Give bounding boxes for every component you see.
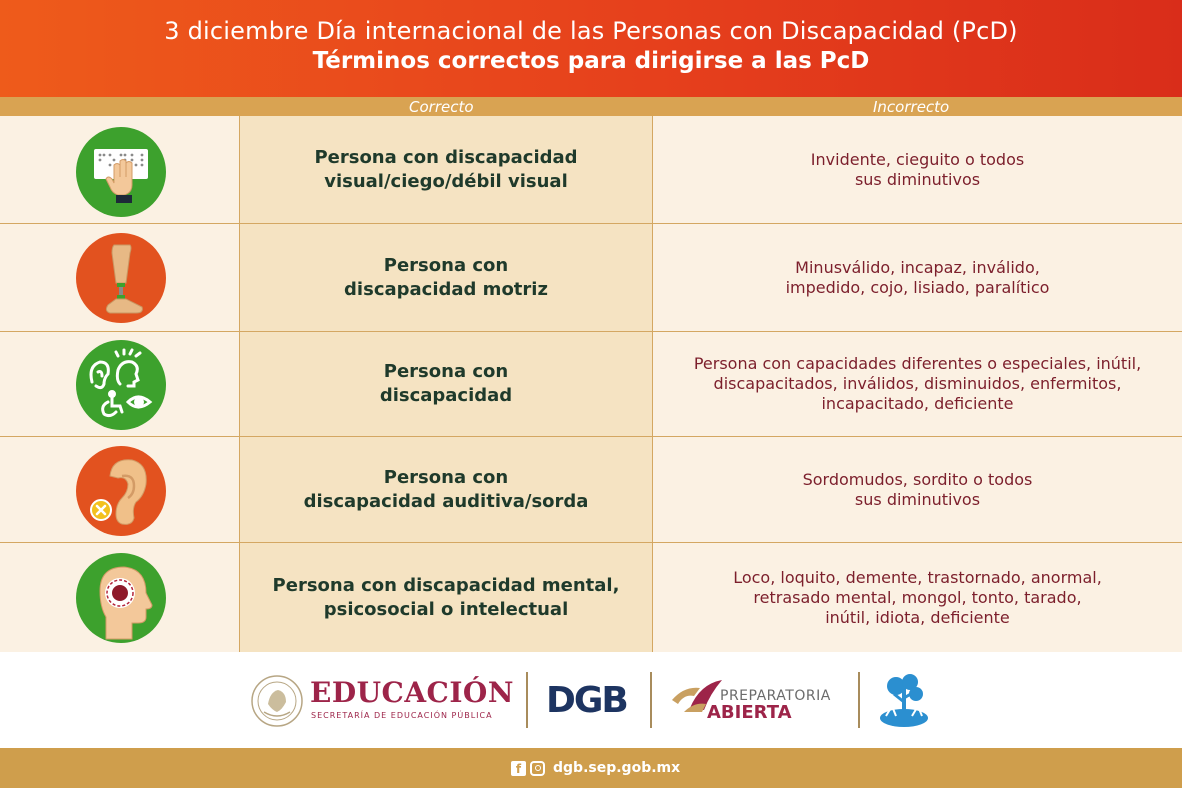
incorrect-term-line: sus diminutivos xyxy=(854,169,981,189)
row-icon-cell xyxy=(0,437,240,542)
header-banner xyxy=(0,0,1182,97)
logo-divider xyxy=(526,672,528,728)
correct-term xyxy=(240,116,653,223)
table-row xyxy=(0,332,1182,437)
incorrect-terms xyxy=(653,116,1182,223)
incorrect-term-line: Sordomudos, sordito o todos xyxy=(802,469,1033,489)
column-header-correct: Correcto xyxy=(409,98,474,116)
correct-term-line: Persona con discapacidad mental, xyxy=(272,574,620,596)
incorrect-terms xyxy=(653,224,1182,331)
incorrect-term-line: Persona con capacidades diferentes o especiales, inútil, xyxy=(693,354,1142,373)
prosthetic-leg-icon xyxy=(76,233,166,323)
correct-term-line: discapacidad motriz xyxy=(344,278,548,300)
social-links xyxy=(511,760,680,776)
incorrect-term-line: sus diminutivos xyxy=(854,489,981,509)
row-icon-cell xyxy=(0,116,240,223)
row-icon-cell xyxy=(0,224,240,331)
correct-term xyxy=(240,437,653,542)
table-row xyxy=(0,224,1182,332)
correct-term-line: Persona con xyxy=(383,254,509,276)
correct-term-line: psicosocial o intelectual xyxy=(323,598,569,620)
footer-bar xyxy=(0,748,1182,788)
educacion-logo-text: EDUCACIÓN xyxy=(310,676,514,709)
incorrect-terms xyxy=(653,332,1182,436)
table-row xyxy=(0,116,1182,224)
correct-term-line: discapacidad xyxy=(379,385,513,406)
disability-symbols-icon xyxy=(76,340,166,430)
correct-term xyxy=(240,332,653,436)
row-icon-cell xyxy=(0,543,240,652)
column-header-incorrect: Incorrecto xyxy=(873,98,950,116)
preparatoria-text: PREPARATORIA xyxy=(720,688,831,704)
incorrect-term-line: Invidente, cieguito o todos xyxy=(810,149,1025,169)
incorrect-term-line: Loco, loquito, demente, trastornado, anormal, xyxy=(733,567,1102,587)
table-row xyxy=(0,437,1182,543)
correct-term xyxy=(240,543,653,652)
incorrect-term-line: retrasado mental, mongol, tonto, tarado, xyxy=(753,587,1082,607)
correct-term-line: Persona con xyxy=(383,466,509,488)
correct-term-line: visual/ciego/débil visual xyxy=(324,170,568,192)
incorrect-term-line: impedido, cojo, lisiado, paralítico xyxy=(785,277,1050,297)
incorrect-terms xyxy=(653,437,1182,542)
head-mind-icon xyxy=(76,553,166,643)
correct-term xyxy=(240,224,653,331)
braille-hand-icon xyxy=(76,127,166,217)
logo-divider xyxy=(650,672,652,728)
abierta-text: ABIERTA xyxy=(707,702,792,723)
tree-logo xyxy=(878,672,930,728)
facebook-icon[interactable]: f xyxy=(511,761,526,776)
row-icon-cell xyxy=(0,332,240,436)
correct-term-line: Persona con xyxy=(383,361,509,382)
table-row xyxy=(0,543,1182,652)
page-subtitle: Términos correctos para dirigirse a las PcD xyxy=(312,48,870,74)
sep-subtitle: SECRETARÍA DE EDUCACIÓN PÚBLICA xyxy=(311,711,493,720)
dgb-logo: DGB xyxy=(546,680,627,721)
incorrect-term-line: incapacitado, deficiente xyxy=(821,394,1014,413)
incorrect-term-line: discapacitados, inválidos, disminuidos, enfermitos, xyxy=(713,374,1122,393)
correct-term-line: Persona con discapacidad xyxy=(314,146,578,168)
page-title: 3 diciembre Día internacional de las Personas con Discapacidad (PcD) xyxy=(164,17,1018,45)
website-link[interactable]: dgb.sep.gob.mx xyxy=(553,760,681,776)
incorrect-terms xyxy=(653,543,1182,652)
column-header-band xyxy=(0,97,1182,116)
correct-term-line: discapacidad auditiva/sorda xyxy=(303,490,589,512)
terms-table xyxy=(0,116,1182,652)
instagram-icon[interactable] xyxy=(530,761,545,776)
mexico-seal-logo xyxy=(250,674,304,728)
logo-strip xyxy=(0,652,1182,748)
incorrect-term-line: inútil, idiota, deficiente xyxy=(825,607,1010,627)
incorrect-term-line: Minusválido, incapaz, inválido, xyxy=(795,257,1040,277)
logo-divider xyxy=(858,672,860,728)
deaf-ear-icon xyxy=(76,446,166,536)
